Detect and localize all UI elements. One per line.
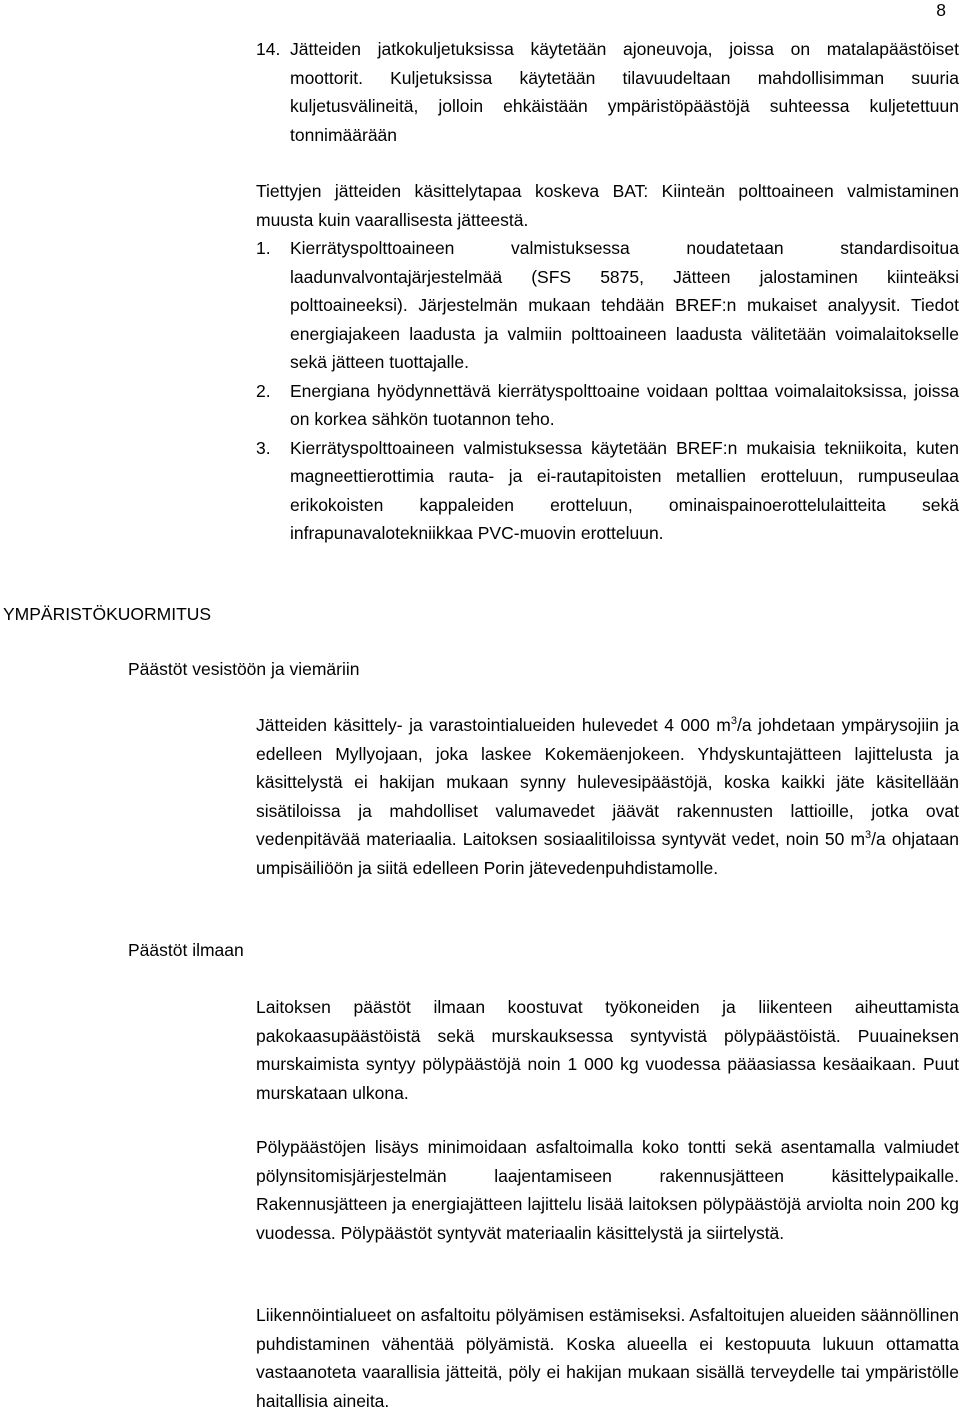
- superscript: 3: [730, 715, 737, 727]
- superscript: 3: [865, 829, 872, 841]
- text-run: /a ohjataan umpisäiliöön ja siitä edelleen Porin jätevedenpuhdistamolle.: [256, 829, 959, 878]
- page-number: 8: [936, 0, 946, 20]
- list-item: [256, 234, 959, 377]
- list-item-number: 2.: [256, 380, 271, 401]
- list-item-number: 1.: [256, 238, 271, 258]
- text-run: Jätteiden käsittely- ja varastointialueiden hulevedet 4 000 m: [256, 715, 731, 735]
- bat-fuel-section: [256, 177, 959, 548]
- air-emissions-heading: Päästöt ilmaan: [128, 940, 244, 960]
- list-item-number: 3.: [256, 437, 271, 458]
- air-emissions-paragraph-1: [256, 993, 959, 1107]
- list-item-text: Energiana hyödynnettävä kierrätyspolttoaine voidaan polttaa voimalaitoksissa, joissa on korkea sähkön tuotannon teho.: [290, 380, 959, 429]
- paragraph: Laitoksen päästöt ilmaan koostuvat työkoneiden ja liikenteen aiheuttamista pakokaasupäästöistä sekä murskauksessa syntyvistä pölypäästöistä. Puuaineksen murskaimista syntyy pölypäästöjä noin 1 000 kg vuodessa pääasiassa kesäaikaan. Puut murskataan ulkona.: [256, 997, 959, 1103]
- bat-intro-paragraph: Tiettyjen jätteiden käsittelytapaa koskeva BAT: Kiinteän polttoaineen valmistaminen muusta kuin vaarallisesta jätteestä.: [256, 181, 959, 230]
- air-emissions-paragraph-2: [256, 1133, 959, 1247]
- list-item-number: 14.: [256, 39, 281, 59]
- bat-item-14: [256, 35, 959, 149]
- list-item-text: Jätteiden jatkokuljetuksissa käytetään ajoneuvoja, joissa on matalapäästöiset moottorit. Kuljetuksissa käytetään tilavuudeltaan mahdollisimman suuria kuljetusvälineitä, jolloin ehkäistään ympäristöpäästöjä suhteessa kuljetettuun tonnimäärään: [290, 39, 959, 145]
- paragraph: Liikennöintialueet on asfaltoitu pölyämisen estämiseksi. Asfaltoitujen alueiden säännöllinen puhdistaminen vähentää pölyämistä. Koska alueella ei kestopuuta lukuun ottamatta vastaanoteta vaarallisia jätteitä, pöly ei hakijan mukaan sisällä terveydelle tai ympäristölle haitallisia aineita.: [256, 1305, 959, 1411]
- section-title: YMPÄRISTÖKUORMITUS: [3, 604, 212, 624]
- list-item-text: Kierrätyspolttoaineen valmistuksessa noudatetaan standardisoitua laadunvalvontajärjestelmää (SFS 5875, Jätteen jalostaminen kiinteäksi polttoaineeksi). Järjestelmän mukaan tehdään BREF:n mukaiset analyysit. Tiedot energiajakeen laadusta ja valmiin polttoaineen laadusta välitetään voimalaitokselle sekä jätteen tuottajalle.: [290, 238, 959, 372]
- list-item: [256, 377, 959, 434]
- water-emissions-text: [256, 711, 959, 882]
- water-emissions-paragraph: [256, 711, 959, 882]
- list-item-text: Kierrätyspolttoaineen valmistuksessa käytetään BREF:n mukaisia tekniikoita, kuten magneettierottimia rauta- ja ei-rautapitoisten metallien erotteluun, rumpuseulaa erikokoisten kappaleiden erotteluun, ominaispainoerottelulaitteita sekä infrapunavalotekniikkaa PVC-muovin erotteluun.: [290, 437, 959, 543]
- list-item: [256, 35, 959, 149]
- list-item: [256, 434, 959, 548]
- paragraph: Pölypäästöjen lisäys minimoidaan asfaltoimalla koko tontti sekä asentamalla valmiudet pölynsitomisjärjestelmän laajentamiseen rakennusjätteen käsittelypaikalle. Rakennusjätteen ja energiajätteen lajittelu lisää laitoksen pölypäästöjä arviolta noin 200 kg vuodessa. Pölypäästöt syntyvät materiaalin käsittelystä ja siirtelystä.: [256, 1137, 959, 1243]
- air-emissions-paragraph-3: [256, 1301, 959, 1415]
- water-emissions-heading: Päästöt vesistöön ja viemäriin: [128, 659, 360, 679]
- text-run: /a johdetaan ympärysojiin ja edelleen Myllyojaan, joka laskee Kokemäenjokeen. Yhdyskuntajätteen lajittelusta ja käsittelystä ei hakijan mukaan synny hulevesipäästöjä, koska kaikki jäte käsitellään sisätiloissa ja mahdolliset valumavedet jäävät rakennusten lattioille, jotka ovat vedenpitävää materiaalia. Laitoksen sosiaalitiloissa syntyvät vedet, noin 50 m: [256, 715, 959, 849]
